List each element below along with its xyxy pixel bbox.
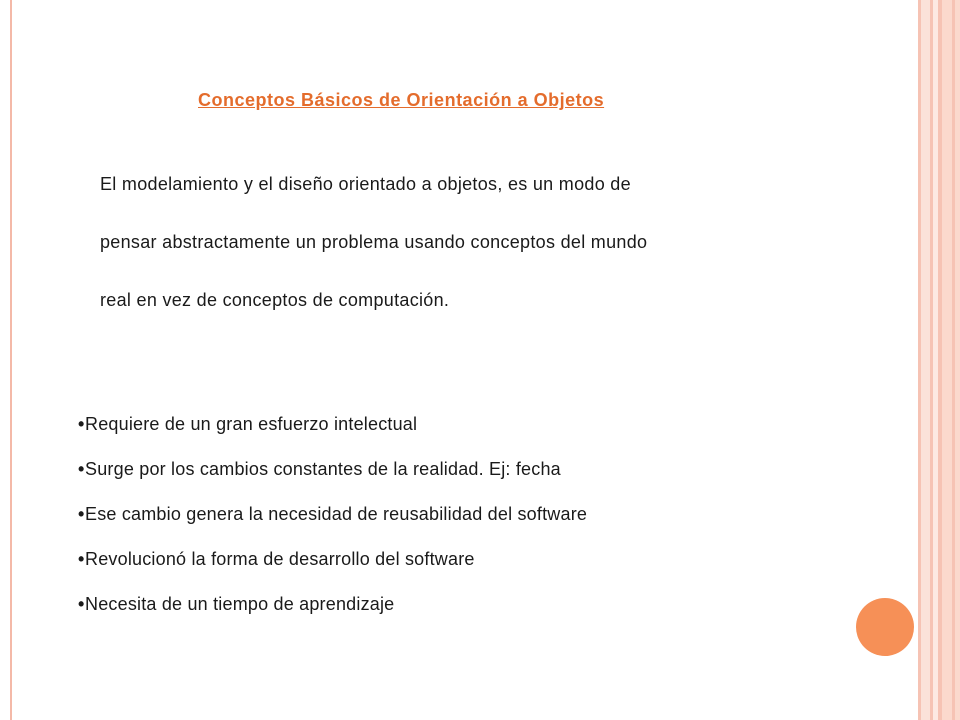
- right-decorative-stripe: [921, 0, 930, 720]
- bullet-dot-icon: •: [78, 414, 85, 434]
- bullet-dot-icon: •: [78, 549, 85, 569]
- right-decorative-stripe: [952, 0, 955, 720]
- left-border-line: [10, 0, 12, 720]
- bullet-item: [78, 545, 798, 590]
- bullet-text: Requiere de un gran esfuerzo intelectual: [85, 414, 418, 434]
- bullet-text: Necesita de un tiempo de aprendizaje: [85, 594, 395, 614]
- right-decorative-stripe: [942, 0, 960, 720]
- intro-line: pensar abstractamente un problema usando conceptos del mundo: [100, 232, 648, 252]
- bullet-item: [78, 410, 798, 455]
- bullet-list: [78, 410, 798, 635]
- slide-title: Conceptos Básicos de Orientación a Objetos: [198, 90, 605, 110]
- bullet-item: [78, 500, 798, 545]
- bullet-text: Ese cambio genera la necesidad de reusabilidad del software: [85, 504, 588, 524]
- accent-circle-icon: [856, 598, 914, 656]
- bullet-item: [78, 590, 798, 635]
- bullet-item: [78, 455, 798, 500]
- bullet-text: Revolucionó la forma de desarrollo del software: [85, 549, 475, 569]
- intro-paragraph: [100, 166, 820, 340]
- bullet-dot-icon: •: [78, 594, 85, 614]
- intro-line: real en vez de conceptos de computación.: [100, 290, 450, 310]
- bullet-dot-icon: •: [78, 459, 85, 479]
- bullet-dot-icon: •: [78, 504, 85, 524]
- bullet-text: Surge por los cambios constantes de la realidad. Ej: fecha: [85, 459, 561, 479]
- intro-line: El modelamiento y el diseño orientado a objetos, es un modo de: [100, 174, 631, 194]
